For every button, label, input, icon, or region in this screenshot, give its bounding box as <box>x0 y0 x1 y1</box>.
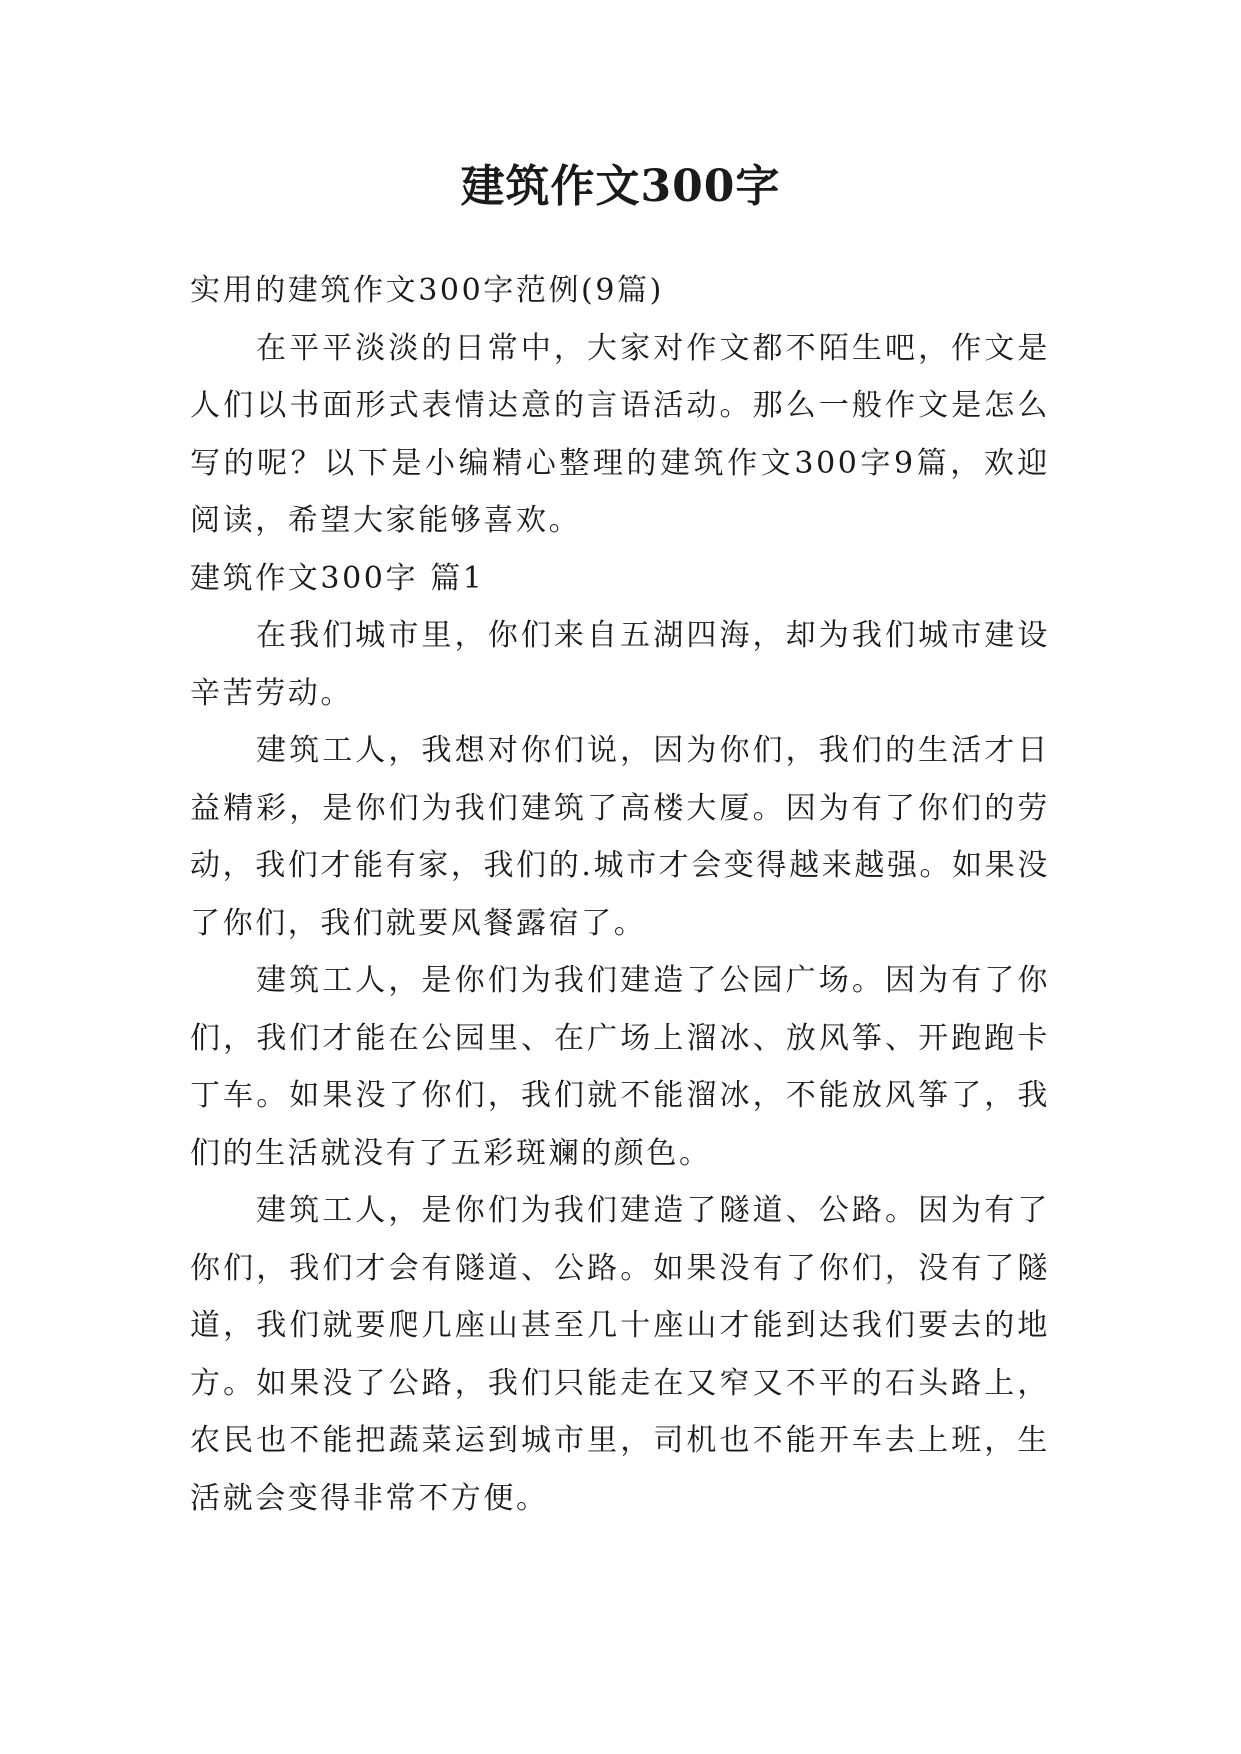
body-paragraph: 建筑工人，是你们为我们建造了公园广场。因为有了你们，我们才能在公园里、在广场上溜冰、放风筝、开跑跑卡丁车。如果没了你们，我们就不能溜冰，不能放风筝了，我们的生活就没有了五彩斑斓的颜色。 <box>190 963 1050 1171</box>
intro-paragraph: 在平平淡淡的日常中，大家对作文都不陌生吧，作文是人们以书面形式表情达意的言语活动。那么一般作文是怎么写的呢？以下是小编精心整理的建筑作文300字9篇，欢迎阅读，希望大家能够喜欢。 <box>190 330 1050 538</box>
body-paragraph: 建筑工人，我想对你们说，因为你们，我们的生活才日益精彩，是你们为我们建筑了高楼大厦。因为有了你们的劳动，我们才能有家，我们的.城市才会变得越来越强。如果没了你们，我们就要风餐露宿了。 <box>190 733 1050 941</box>
document-subtitle: 实用的建筑作文300字范例(9篇) <box>190 273 664 308</box>
body-paragraph: 在我们城市里，你们来自五湖四海，却为我们城市建设辛苦劳动。 <box>190 618 1050 711</box>
section-heading: 建筑作文300字 篇1 <box>190 560 485 596</box>
document-body <box>190 262 1050 1527</box>
page-title: 建筑作文300字 <box>460 161 781 212</box>
body-paragraph: 建筑工人，是你们为我们建造了隧道、公路。因为有了你们，我们才会有隧道、公路。如果没有了你们，没有了隧道，我们就要爬几座山甚至几十座山才能到达我们要去的地方。如果没了公路，我们只能走在又窄又不平的石头路上，农民也不能把蔬菜运到城市里，司机也不能开车去上班，生活就会变得非常不方便。 <box>190 1193 1050 1516</box>
